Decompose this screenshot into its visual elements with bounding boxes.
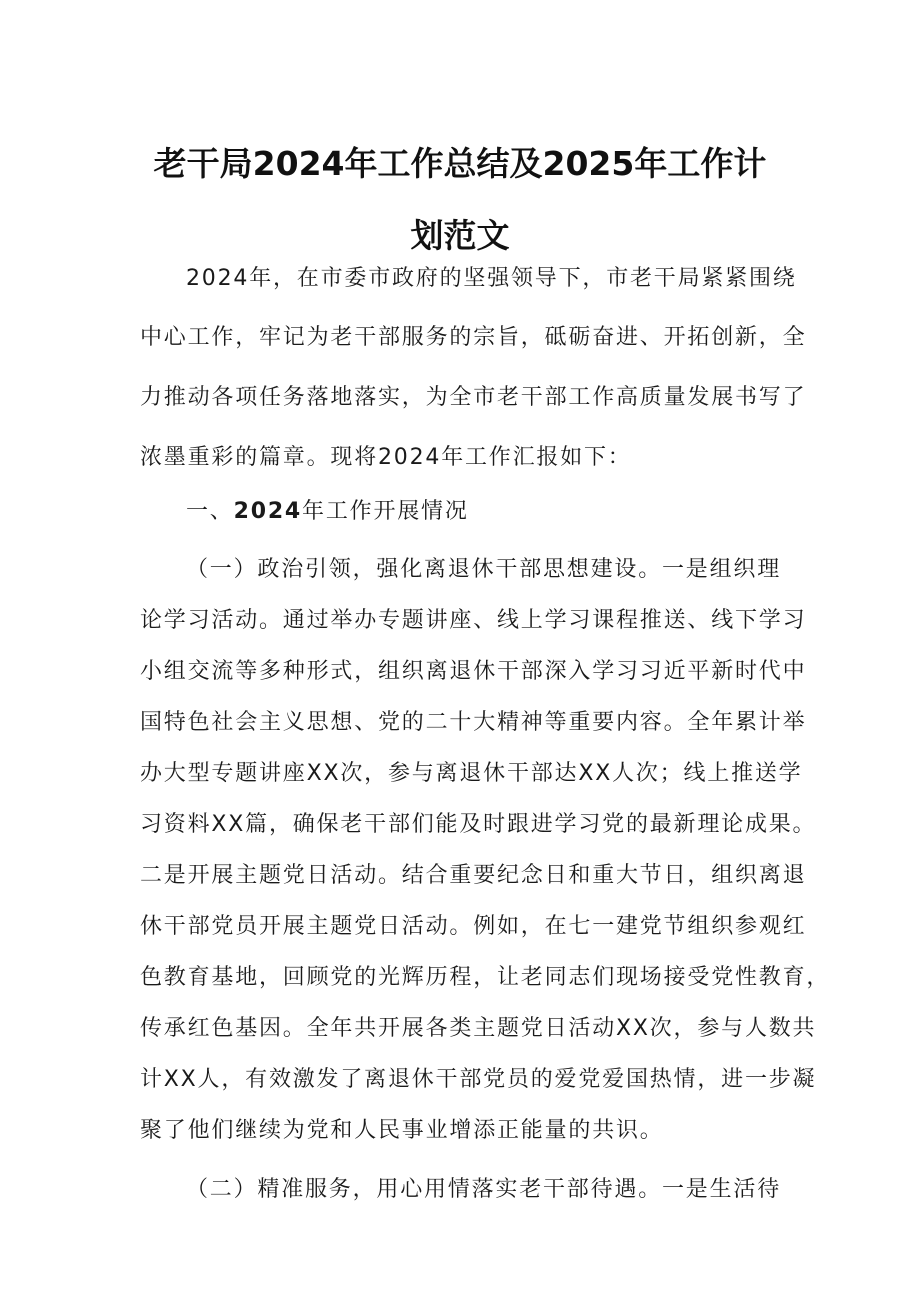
paragraph-1-line: 论学习活动。通过举办专题讲座、线上学习课程推送、线下学习	[140, 608, 807, 633]
intro-line: 中心工作，牢记为老干部服务的宗旨，砥砺奋进、开拓创新，全	[140, 325, 807, 350]
paragraph-2-line: （二）精准服务，用心用情落实老干部待遇。一是生活待	[186, 1177, 782, 1202]
paragraph-1-line: 传承红色基因。全年共开展各类主题党日活动XX次，参与人数共	[140, 1016, 817, 1041]
paragraph-1-line: 习资料XX篇，确保老干部们能及时跟进学习党的最新理论成果。	[140, 812, 817, 837]
section-heading-1	[186, 494, 780, 525]
paragraph-1-line: （一）政治引领，强化离退休干部思想建设。一是组织理	[186, 557, 782, 582]
intro-line: 浓墨重彩的篇章。现将2024年工作汇报如下：	[140, 445, 632, 470]
section-heading-year: 2024	[233, 499, 303, 524]
paragraph-1-line: 休干部党员开展主题党日活动。例如，在七一建党节组织参观红	[140, 914, 807, 939]
intro-line: 力推动各项任务落地落实，为全市老干部工作高质量发展书写了	[140, 385, 807, 410]
paragraph-1-line: 国特色社会主义思想、党的二十大精神等重要内容。全年累计举	[140, 710, 807, 735]
paragraph-1-line: 色教育基地，回顾党的光辉历程，让老同志们现场接受党性教育，	[140, 965, 831, 990]
paragraph-1-line: 二是开展主题党日活动。结合重要纪念日和重大节日，组织离退	[140, 863, 807, 888]
paragraph-1-line: 办大型专题讲座XX次，参与离退休干部达XX人次；线上推送学	[140, 761, 803, 786]
paragraph-1-line: 小组交流等多种形式，组织离退休干部深入学习习近平新时代中	[140, 659, 807, 684]
section-heading-prefix: 一、	[186, 499, 234, 524]
document-title-line-1: 老干局2024年工作总结及2025年工作计	[153, 144, 767, 183]
document-title-line-2: 划范文	[410, 216, 510, 255]
paragraph-1-line: 聚了他们继续为党和人民事业增添正能量的共识。	[140, 1118, 664, 1143]
paragraph-1-line: 计XX人，有效激发了离退休干部党员的爱党爱国热情，进一步凝	[140, 1067, 817, 1092]
section-heading-suffix: 年工作开展情况	[302, 499, 469, 524]
intro-line: 2024年，在市委市政府的坚强领导下，市老干局紧紧围绕	[186, 266, 797, 291]
